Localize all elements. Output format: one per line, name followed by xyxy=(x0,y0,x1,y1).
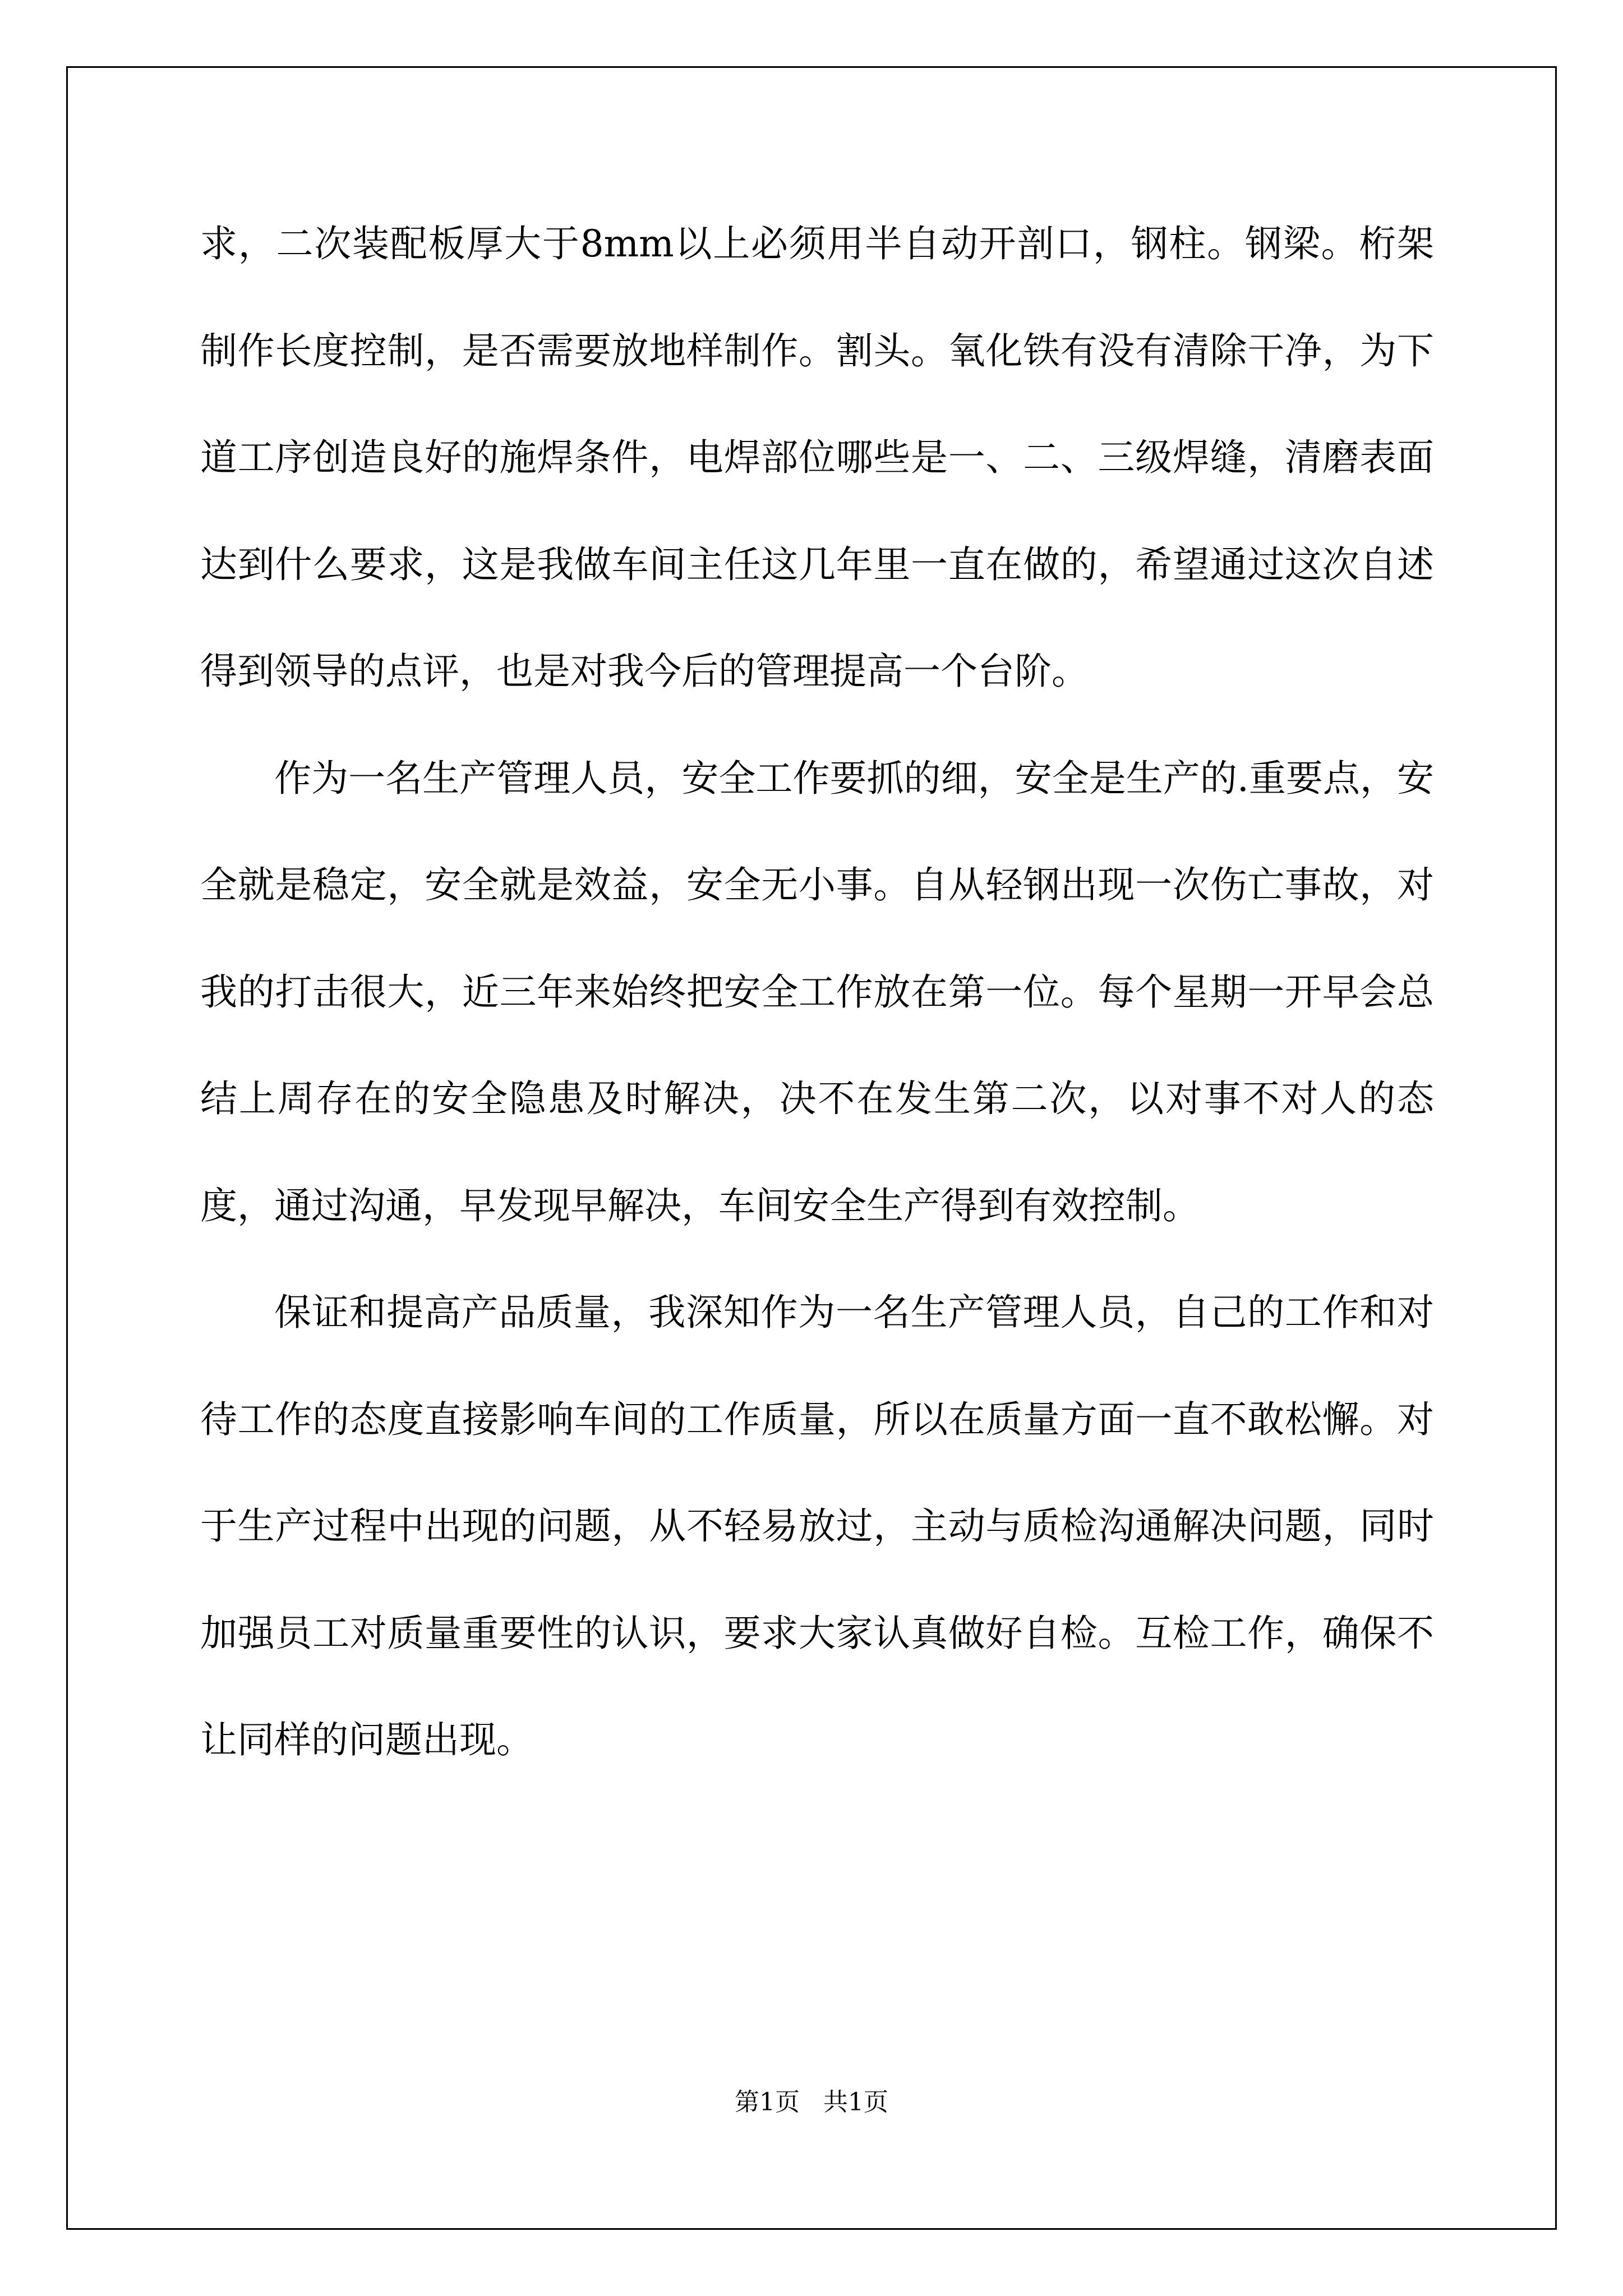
paragraph-continued: 求，二次装配板厚大于8mm以上必须用半自动开剖口，钢柱。钢梁。桁架制作长度控制，是否需要放地样制作。割头。氧化铁有没有清除干净，为下道工序创造良好的施焊条件，电焊部位哪些是一、二、三级焊缝，清磨表面达到什么要求，这是我做车间主任这几年里一直在做的，希望通过这次自述得到领导的点评，也是对我今后的管理提高一个台阶。 xyxy=(200,222,1434,693)
page-footer: 第1页 共1页 xyxy=(735,2088,888,2116)
document-body xyxy=(200,191,1434,1794)
paragraph-quality: 保证和提高产品质量，我深知作为一名生产管理人员，自己的工作和对待工作的态度直接影响车间的工作质量，所以在质量方面一直不敢松懈。对于生产过程中出现的问题，从不轻易放过，主动与质检沟通解决问题，同时加强员工对质量重要性的认识，要求大家认真做好自检。互检工作，确保不让同样的问题出现。 xyxy=(200,1291,1434,1761)
paragraph-safety: 作为一名生产管理人员，安全工作要抓的细，安全是生产的.重要点，安全就是稳定，安全就是效益，安全无小事。自从轻钢出现一次伤亡事故，对我的打击很大，近三年来始终把安全工作放在第一位。每个星期一开早会总结上周存在的安全隐患及时解决，决不在发生第二次，以对事不对人的态度，通过沟通，早发现早解决，车间安全生产得到有效控制。 xyxy=(200,756,1434,1227)
